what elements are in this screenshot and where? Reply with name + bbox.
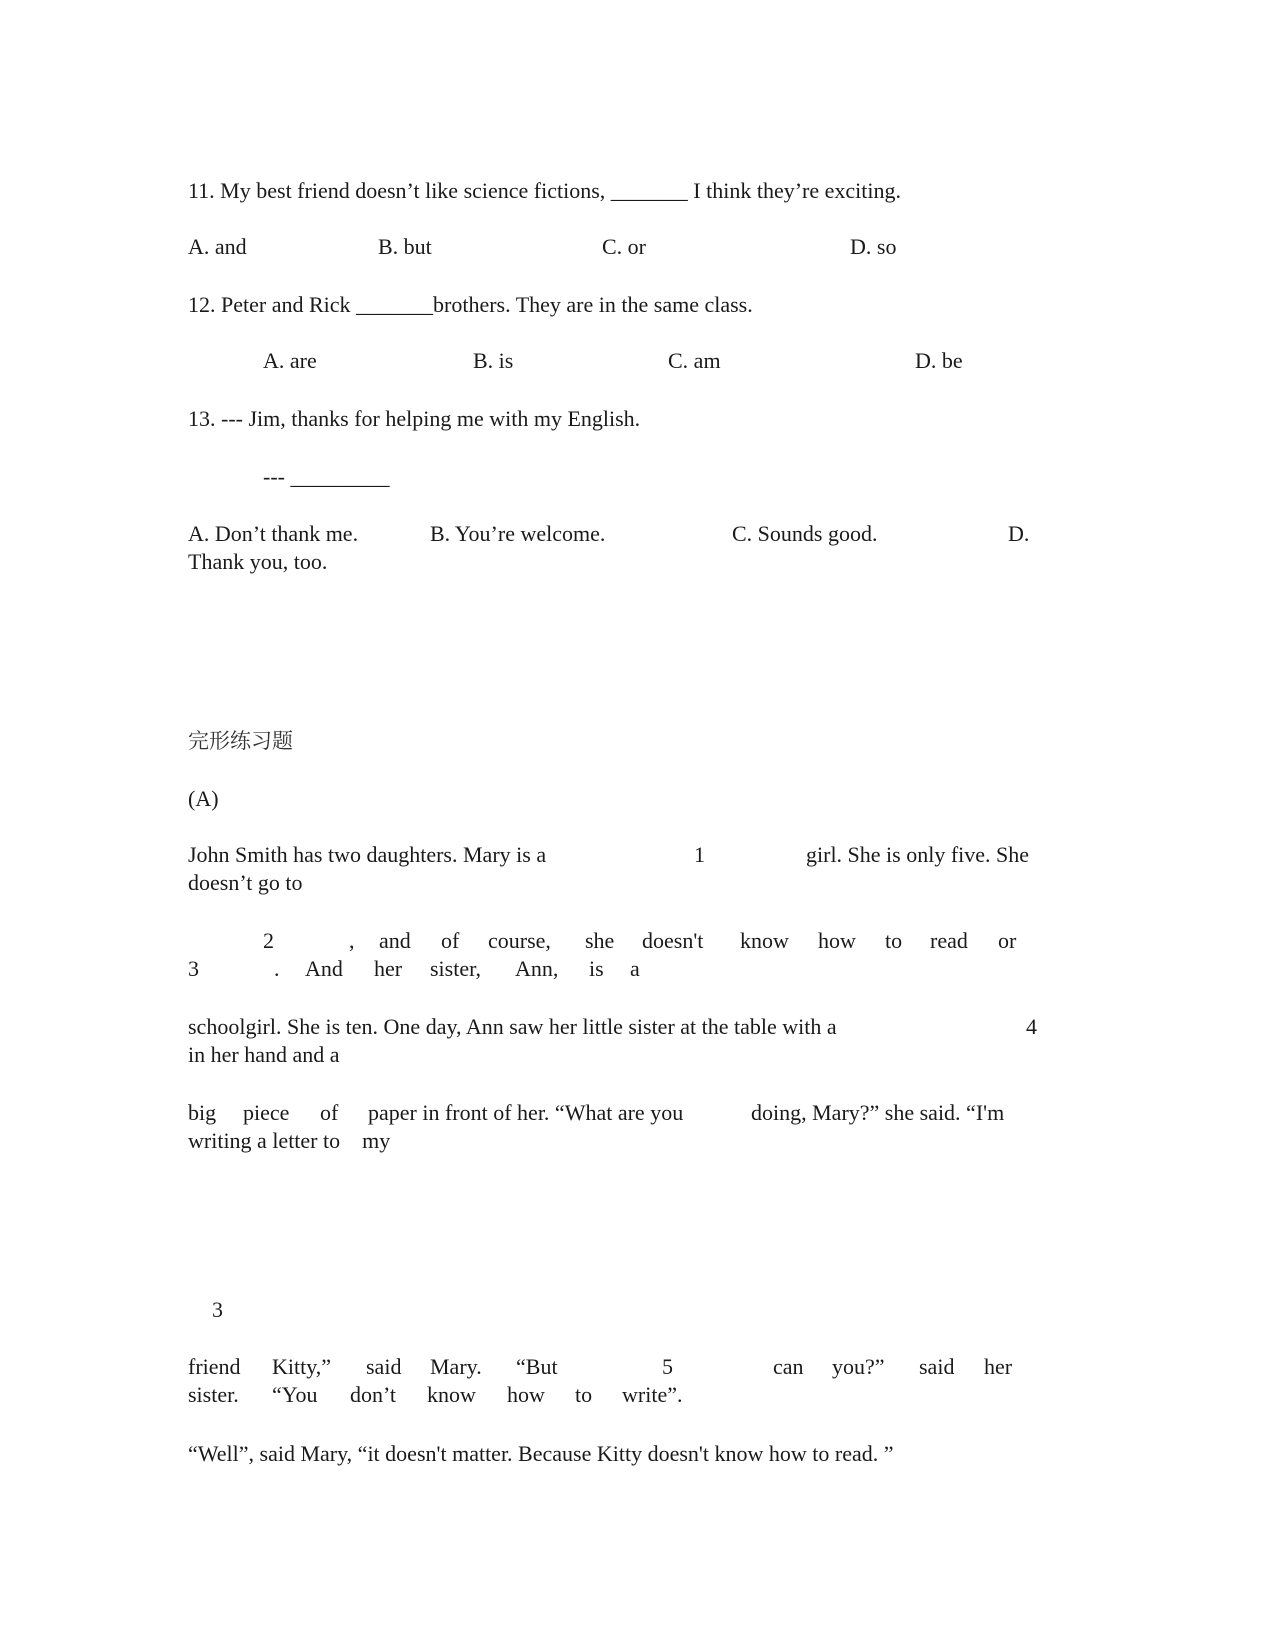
text-segment: John Smith has two daughters. Mary is a <box>188 842 547 867</box>
question-11-options <box>0 234 1275 264</box>
option-c: C. or <box>602 234 646 259</box>
option-a: A. and <box>188 234 247 259</box>
word: how <box>818 928 856 953</box>
passage-p5-line2 <box>0 1382 1275 1412</box>
blank-number-4: 4 <box>1026 1014 1037 1039</box>
word: know <box>740 928 789 953</box>
word: Kitty,” <box>272 1354 332 1379</box>
text-segment: schoolgirl. She is ten. One day, Ann saw her little sister at the table with a <box>188 1014 837 1039</box>
question-13-stem: 13. --- Jim, thanks for helping me with my English. <box>188 406 641 431</box>
word: friend <box>188 1354 241 1379</box>
option-b: B. but <box>378 234 432 259</box>
passage-p4-line2: writing a letter to my <box>188 1128 391 1153</box>
word: she <box>585 928 615 953</box>
word: And <box>305 956 343 981</box>
passage-p2-line2 <box>0 956 1275 986</box>
option-d-continued: Thank you, too. <box>188 549 328 574</box>
word: her <box>374 956 403 981</box>
word: you?” <box>832 1354 885 1379</box>
passage-p1-line1 <box>0 842 1275 872</box>
word: “You <box>272 1382 318 1407</box>
word: Ann, <box>515 956 559 981</box>
option-d: D. be <box>915 348 963 373</box>
word: or <box>998 928 1017 953</box>
question-13-reply-blank: --- _________ <box>263 464 390 489</box>
word: a <box>630 956 640 981</box>
word: piece <box>243 1100 290 1125</box>
word: said <box>919 1354 955 1379</box>
word: and <box>379 928 411 953</box>
option-d: D. so <box>850 234 897 259</box>
word: is <box>589 956 604 981</box>
option-a: A. are <box>263 348 317 373</box>
passage-p3-line2: in her hand and a <box>188 1042 340 1067</box>
page-number: 3 <box>212 1297 223 1322</box>
option-c: C. am <box>668 348 721 373</box>
blank-number-1: 1 <box>694 842 705 867</box>
word: . <box>274 956 280 981</box>
word: of <box>441 928 460 953</box>
word: read <box>930 928 968 953</box>
word: sister. <box>188 1382 239 1407</box>
option-d: D. <box>1008 521 1030 546</box>
section-title: 完形练习题 <box>188 729 293 753</box>
word: sister, <box>430 956 482 981</box>
question-11-stem: 11. My best friend doesn’t like science fictions, _______ I think they’re exciting. <box>188 178 902 203</box>
option-a: A. Don’t thank me. <box>188 521 359 546</box>
word: don’t <box>350 1382 397 1407</box>
passage-p2-line1 <box>0 928 1275 958</box>
word: doesn't <box>642 928 704 953</box>
word: to <box>885 928 903 953</box>
word: “But <box>516 1354 558 1379</box>
option-c: C. Sounds good. <box>732 521 878 546</box>
option-b: B. You’re welcome. <box>430 521 606 546</box>
word: how <box>507 1382 545 1407</box>
question-13-options <box>0 521 1275 551</box>
question-12-stem: 12. Peter and Rick _______brothers. They are in the same class. <box>188 292 753 317</box>
option-b: B. is <box>473 348 514 373</box>
word: Mary. <box>430 1354 482 1379</box>
passage-p6: “Well”, said Mary, “it doesn't matter. Because Kitty doesn't know how to read. ” <box>188 1441 894 1466</box>
blank-number-3: 3 <box>188 956 199 981</box>
word: said <box>366 1354 402 1379</box>
passage-p4-line1 <box>0 1100 1275 1130</box>
word: know <box>427 1382 476 1407</box>
word: big <box>188 1100 217 1125</box>
word: can <box>773 1354 804 1379</box>
blank-number-5: 5 <box>662 1354 673 1379</box>
word: write”. <box>622 1382 683 1407</box>
passage-p3-line1 <box>0 1014 1275 1044</box>
word: of <box>320 1100 339 1125</box>
question-12-options <box>0 348 1275 378</box>
passage-p1-line2: doesn’t go to <box>188 870 303 895</box>
word: to <box>575 1382 593 1407</box>
word: , <box>349 928 355 953</box>
passage-p5-line1 <box>0 1354 1275 1384</box>
word: course, <box>488 928 551 953</box>
text-segment: girl. She is only five. She <box>806 842 1030 867</box>
word: her <box>984 1354 1013 1379</box>
text-segment: paper in front of her. “What are you <box>368 1100 684 1125</box>
text-segment: doing, Mary?” she said. “I'm <box>751 1100 1005 1125</box>
blank-number-2: 2 <box>263 928 274 953</box>
passage-label: (A) <box>188 786 219 811</box>
